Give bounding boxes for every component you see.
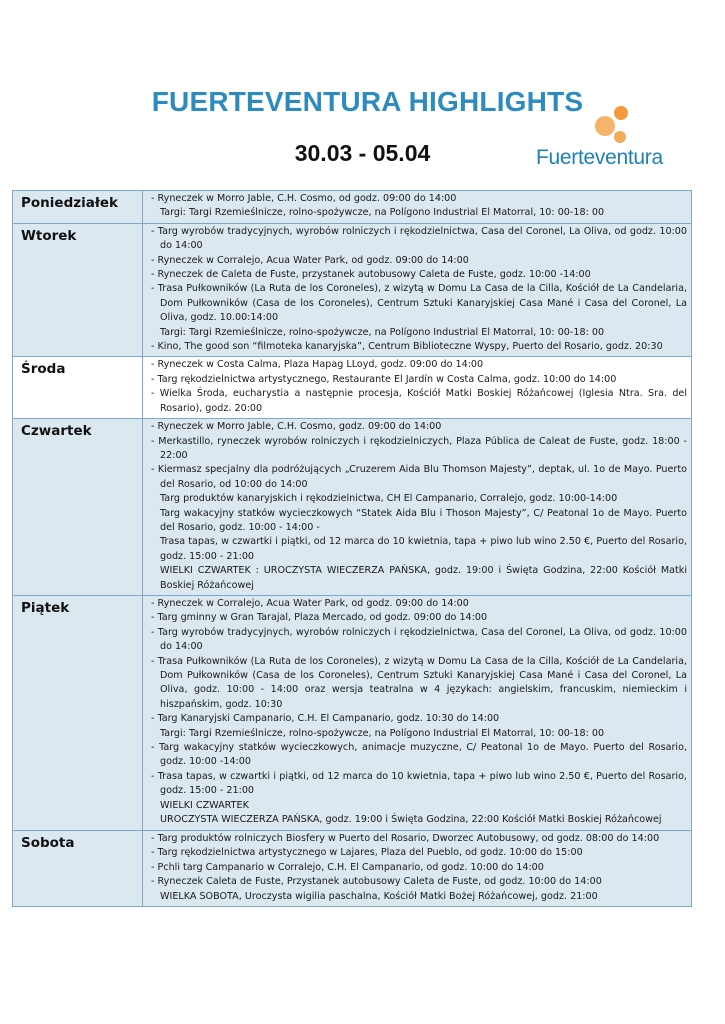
event-line: - Pchli targ Campanario w Corralejo, C.H. El Campanario, od godz. 10:00 do 14:00 <box>151 861 544 873</box>
day-label: Czwartek <box>13 419 143 596</box>
event-line: - Ryneczek de Caleta de Fuste, przystanek autobusowy Caleta de Fuste, godz. 10:00 -14:00 <box>151 269 591 281</box>
event-line: - Merkastillo, ryneczek wyrobów rolniczych i rękodzielniczych, Plaza Pública de Caleat de Fuste, godz. 18:00 - 22:00 <box>151 435 687 461</box>
event-line: Targ wakacyjny statków wycieczkowych “Statek Aida Blu i Thoson Majesty”, C/ Peatonal 1o de Mayo. Puerto del Rosario, godz. 10:00 - 14:00 - <box>160 507 687 533</box>
day-events <box>143 830 692 906</box>
event-line: - Ryneczek w Corralejo, Acua Water Park, od godz. 09:00 do 14:00 <box>151 254 469 266</box>
event-line: - Trasa Pułkowników (La Ruta de los Coroneles), z wizytą w Domu La Casa de la Cilla, Kościół de La Candelaria, Dom Pułkowników (Casa de los Coroneles), Centrum Sztuki Kanaryjskiej Casa Mané i Casa del Coronel, La Oliva, godz. 10:00 - 14:00 oraz wersja teatralna w 4 językach: angielskim, francuskim, niemieckim i hiszpańskim, godz. 10:30 <box>151 655 687 710</box>
table-row <box>13 223 692 357</box>
day-label: Środa <box>13 357 143 419</box>
event-line: - Kino, The good son “filmoteka kanaryjska”, Centrum Biblioteczne Wyspy, Puerto del Rosario, godz. 20:30 <box>151 341 663 353</box>
event-line: - Wielka Środa, eucharystia a następnie procesja, Kościół Matki Boskiej Różańcowej (Iglesia Ntra. Sra. del Rosario), godz. 20:00 <box>151 388 687 414</box>
event-line: - Ryneczek w Costa Calma, Plaza Hapag LLoyd, godz. 09:00 do 14:00 <box>151 359 484 371</box>
event-line: Targi: Targi Rzemieślnicze, rolno-spożywcze, na Polígono Industrial El Matorral, 10: 00-18: 00 <box>160 207 605 219</box>
day-events <box>143 357 692 419</box>
event-line: - Targ Kanaryjski Campanario, C.H. El Campanario, godz. 10:30 do 14:00 <box>151 713 500 725</box>
fuerteventura-logo <box>536 104 686 170</box>
event-line: WIELKA SOBOTA, Uroczysta wigilia paschalna, Kościół Matki Bożej Różańcowej, godz. 21:00 <box>160 890 598 902</box>
table-row <box>13 595 692 830</box>
day-events <box>143 191 692 224</box>
logo-text: Fuerteventura <box>536 146 663 169</box>
event-line: - Trasa Pułkowników (La Ruta de los Coroneles), z wizytą w Domu La Casa de la Cilla, Kościół de La Candelaria, Dom Pułkowników (Casa de los Coroneles), Centrum Sztuki Kanaryjskiej Casa Mané i Casa del Coronel, La Oliva, godz. 10.00:14:00 <box>151 283 687 324</box>
event-line: Targ produktów kanaryjskich i rękodzielnictwa, CH El Campanario, Corralejo, godz. 10:00-14:00 <box>160 493 618 505</box>
event-line: - Targ wyrobów tradycyjnych, wyrobów rolniczych i rękodzielnictwa, Casa del Coronel, La Oliva, od godz. 10:00 do 14:00 <box>151 225 687 252</box>
day-label: Poniedziałek <box>13 191 143 224</box>
event-line: - Kiermasz specjalny dla podróżujących „Cruzerem Aida Blu Thomson Majesty”, deptak, ul. 1o de Mayo. Puerto del Rosario, od 10:00 do 14:00 <box>151 464 687 490</box>
event-line: Targi: Targi Rzemieślnicze, rolno-spożywcze, na Polígono Industrial El Matorral, 10: 00-18: 00 <box>160 326 605 338</box>
event-line: - Ryneczek w Corralejo, Acua Water Park, od godz. 09:00 do 14:00 <box>151 597 469 609</box>
event-line: - Targ produktów rolniczych Biosfery w Puerto del Rosario, Dworzec Autobusowy, od godz. 08:00 do 14:00 <box>151 832 660 844</box>
event-line: - Targ wyrobów tradycyjnych, wyrobów rolniczych i rękodzielnictwa, Casa del Coronel, La Oliva, od godz. 10:00 do 14:00 <box>151 626 687 653</box>
event-line: - Targ wakacyjny statków wycieczkowych, animacje muzyczne, C/ Peatonal 1o de Mayo. Puerto del Rosario, godz. 10:00 -14:00 <box>151 742 687 768</box>
table-row <box>13 830 692 906</box>
date-range: 30.03 - 05.04 <box>294 140 431 166</box>
schedule-table <box>12 190 692 907</box>
event-line: - Targ gminny w Gran Tarajal, Plaza Mercado, od godz. 09:00 do 14:00 <box>151 612 488 624</box>
event-line: WIELKI CZWARTEK <box>160 799 249 811</box>
event-line: WIELKI CZWARTEK : UROCZYSTA WIECZERZA PAŃSKA, godz. 19:00 i Święta Godzina, 22:00 Kościół Matki Boskiej Różańcowej <box>160 565 687 591</box>
day-label: Wtorek <box>13 223 143 357</box>
table-row <box>13 191 692 224</box>
event-line: UROCZYSTA WIECZERZA PAŃSKA, godz. 19:00 i Święta Godzina, 22:00 Kościół Matki Boskiej Różańcowej <box>160 814 662 826</box>
event-line: - Ryneczek w Morro Jable, C.H. Cosmo, godz. 09:00 do 14:00 <box>151 421 442 433</box>
table-row <box>13 419 692 596</box>
event-line: - Trasa tapas, w czwartki i piątki, od 12 marca do 10 kwietnia, tapa + piwo lub wino 2.50 €, Puerto del Rosario, godz. 15:00 - 21:00 <box>151 770 687 797</box>
day-events <box>143 595 692 830</box>
event-list-clipped <box>151 597 687 828</box>
event-line: Targi: Targi Rzemieślnicze, rolno-spożywcze, na Polígono Industrial El Matorral, 10: 00-18: 00 <box>160 727 605 739</box>
day-events <box>143 223 692 357</box>
event-line: - Targ rękodzielnictwa artystycznego, Restaurante El Jardín w Costa Calma, godz. 10:00 do 14:00 <box>151 373 617 385</box>
table-row <box>13 357 692 419</box>
event-line: - Ryneczek Caleta de Fuste, Przystanek autobusowy Caleta de Fuste, od godz. 10:00 do 14:00 <box>151 876 602 888</box>
event-line: - Targ rękodzielnictwa artystycznego w Lajares, Plaza del Pueblo, od godz. 10:00 do 15:00 <box>151 847 583 859</box>
day-events <box>143 419 692 596</box>
sun-circles-icon <box>588 104 638 150</box>
day-label: Piątek <box>13 595 143 830</box>
event-line: - Ryneczek w Morro Jable, C.H. Cosmo, od godz. 09:00 do 14:00 <box>151 193 457 204</box>
day-label: Sobota <box>13 830 143 906</box>
page-title: FUERTEVENTURA HIGHLIGHTS <box>151 86 584 117</box>
event-line: Trasa tapas, w czwartki i piątki, od 12 marca do 10 kwietnia, tapa + piwo lub wino 2.50 €, Puerto del Rosario, godz. 15:00 - 21:00 <box>160 536 687 562</box>
